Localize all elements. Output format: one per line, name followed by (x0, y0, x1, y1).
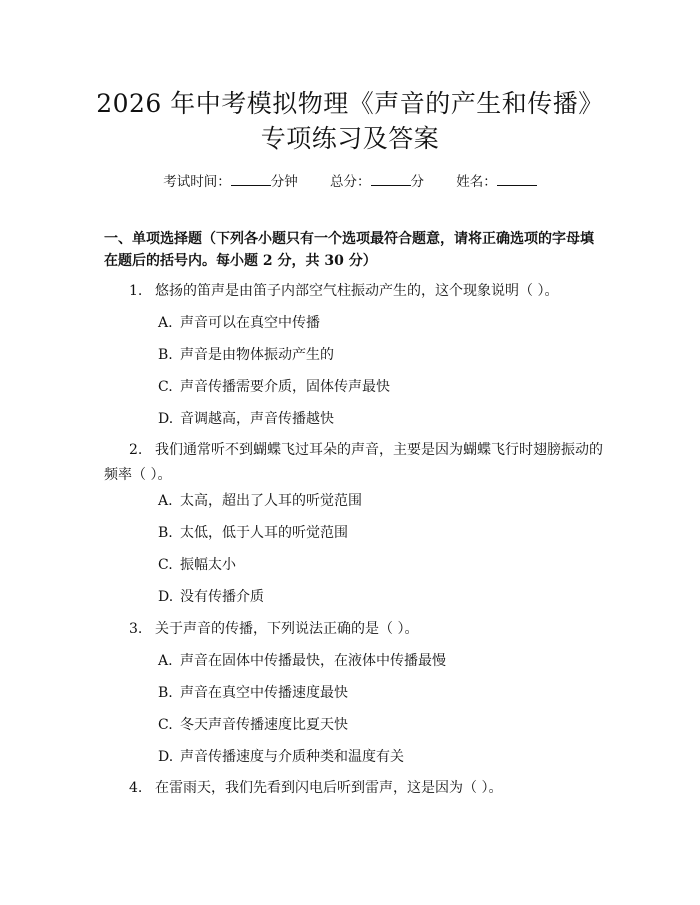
question-2-option-b (158, 523, 348, 543)
total-score-unit: 分 (410, 174, 424, 190)
option-text: 声音在真空中传播速度最快 (180, 685, 348, 701)
exam-time-unit: 分钟 (270, 174, 298, 190)
option-text: 太低，低于人耳的听觉范围 (180, 525, 348, 541)
question-3-option-d (158, 747, 404, 767)
option-text: 太高，超出了人耳的听觉范围 (180, 493, 362, 509)
option-letter: C. (158, 379, 173, 395)
option-text: 音调越高，声音传播越快 (180, 411, 334, 427)
student-name-label: 姓名： (456, 174, 497, 190)
option-text: 冬天声音传播速度比夏天快 (180, 717, 348, 733)
question-text: 我们通常听不到蝴蝶飞过耳朵的声音，主要是因为蝴蝶飞行时翅膀振动的频率（ ）。 (104, 442, 603, 483)
section-heading: 一、单项选择题（下列各小题只有一个选项最符合题意，请将正确选项的字母填在题后的括号内。每小题 2 分，共 30 分） (104, 231, 594, 269)
question-text: 在雷雨天，我们先看到闪电后听到雷声，这是因为（ ）。 (155, 780, 503, 796)
question-1-option-a (158, 313, 320, 333)
question-2 (104, 438, 604, 488)
question-3-option-c (158, 715, 348, 735)
exam-time (163, 170, 298, 190)
document-title-line1: 2026 年中考模拟物理《声音的产生和传播》 (96, 89, 604, 118)
total-score-blank (371, 173, 411, 186)
question-number: 3. (129, 621, 143, 637)
option-letter: C. (158, 717, 173, 733)
option-letter: B. (158, 347, 173, 363)
question-2-option-c (158, 555, 236, 575)
question-1 (104, 279, 604, 304)
document-title-line2: 专项练习及答案 (260, 124, 440, 153)
exam-time-blank (231, 173, 271, 186)
question-1-option-c (158, 377, 390, 397)
option-letter: A. (158, 493, 173, 509)
option-text: 没有传播介质 (180, 589, 264, 605)
question-text: 关于声音的传播，下列说法正确的是（ ）。 (155, 621, 419, 637)
option-text: 声音是由物体振动产生的 (180, 347, 334, 363)
option-text: 声音可以在真空中传播 (180, 315, 320, 331)
option-letter: B. (158, 525, 173, 541)
question-2-option-a (158, 491, 362, 511)
exam-meta (0, 170, 700, 190)
option-letter: A. (158, 315, 173, 331)
option-text: 声音传播速度与介质种类和温度有关 (180, 749, 404, 765)
option-text: 声音在固体中传播最快，在液体中传播最慢 (180, 653, 446, 669)
exam-time-label: 考试时间： (163, 174, 231, 190)
option-letter: A. (158, 653, 173, 669)
question-3-option-b (158, 683, 348, 703)
student-name-blank (497, 173, 537, 186)
question-number: 4. (129, 780, 143, 796)
question-number: 2. (129, 442, 143, 458)
option-letter: D. (158, 411, 174, 427)
question-2-option-d (158, 587, 264, 607)
option-text: 振幅太小 (180, 557, 236, 573)
question-text: 悠扬的笛声是由笛子内部空气柱振动产生的，这个现象说明（ ）。 (155, 283, 559, 299)
question-1-option-d (158, 409, 334, 429)
question-number: 1. (129, 283, 143, 299)
option-letter: D. (158, 589, 174, 605)
total-score-label: 总分： (330, 174, 371, 190)
question-4 (104, 776, 604, 801)
student-name (456, 170, 537, 190)
option-letter: C. (158, 557, 173, 573)
question-1-option-b (158, 345, 334, 365)
option-text: 声音传播需要介质，固体传声最快 (180, 379, 390, 395)
option-letter: D. (158, 749, 174, 765)
question-3-option-a (158, 651, 446, 671)
option-letter: B. (158, 685, 173, 701)
total-score (330, 170, 424, 190)
question-3 (104, 617, 604, 642)
